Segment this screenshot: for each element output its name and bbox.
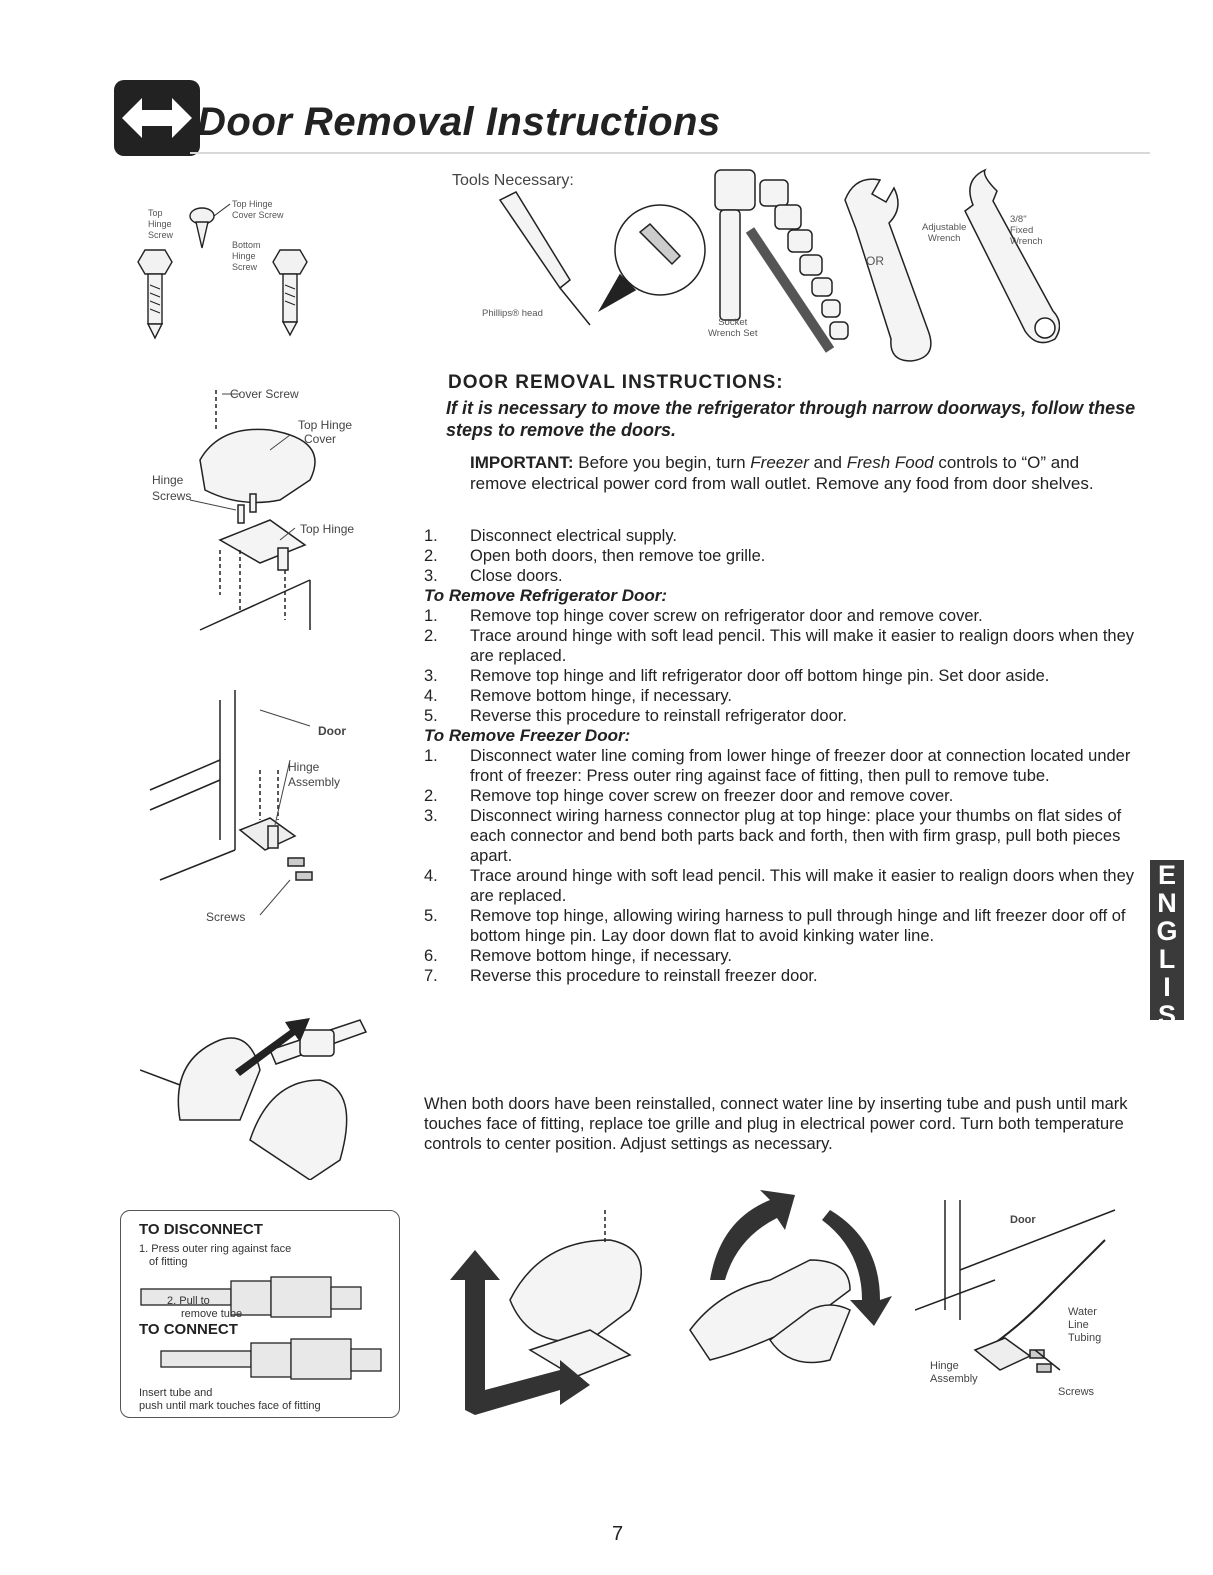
list-item: 2. Remove top hinge cover screw on freezer door and remove cover. [424,787,954,805]
list-item: 6. Remove bottom hinge, if necessary. [424,947,732,965]
hinge-assembly-callout: Hinge Assembly [288,760,341,789]
list-item: 5. Remove top hinge, allowing wiring harness to pull through hinge and lift freezer door off of bottom hinge pin. Lay door down flat to avoid kinking water line. [424,907,1126,945]
top-hinge-screw-label: Top Hinge Screw [148,208,174,240]
remove-freezer-top-hinge-illustration [440,1200,670,1430]
bottom-hinge-screw-label: Bottom Hinge Screw [232,240,261,272]
door-callout: Door [318,724,346,738]
disconnect-heading: TO DISCONNECT [139,1221,263,1238]
disconnect-step-1: 1. Press outer ring against face of fitting [139,1243,292,1268]
closing-paragraph: When both doors have been reinstalled, connect water line by inserting tube and push until mark touches face of fitting, replace toe grille and plug in electrical power cord. Turn both temperature controls to center position. Adjust settings as necessary. [424,1095,1128,1153]
list-item: 2. Trace around hinge with soft lead pencil. This will make it easier to realign doors when they are replaced. [424,627,1135,665]
refrigerator-door-heading: To Remove Refrigerator Door: [424,586,668,605]
top-hinge-illustration [130,380,410,650]
list-item: 3. Close doors. [424,567,563,585]
lead-paragraph: If it is necessary to move the refrigerator through narrow doorways, follow these steps to remove the doors. [446,398,1136,440]
or-label: OR [866,254,884,268]
bottom-hinge-illustration [140,680,400,930]
socket-wrench-label: Socket Wrench Set [708,317,758,339]
language-tab: ENGLISH [1152,860,1182,1056]
hinge-screws-callout: Hinge Screws [152,473,192,503]
list-item: 4. Remove bottom hinge, if necessary. [424,687,732,705]
page-title: Door Removal Instructions [197,100,721,144]
cover-screw-callout: Cover Screw [230,387,299,401]
screws-callout: Screws [206,910,246,924]
list-item: 7. Reverse this procedure to reinstall freezer door. [424,967,818,985]
double-arrow-icon [112,78,202,158]
adjustable-wrench-label: Adjustable Wrench [922,222,967,244]
list-item: 4. Trace around hinge with soft lead pencil. This will make it easier to realign doors when they are replaced. [424,867,1135,905]
hinge-assembly-label: Hinge Assembly [930,1360,978,1385]
list-item: 1. Remove top hinge cover screw on refrigerator door and remove cover. [424,607,983,625]
freezer-door-heading: To Remove Freezer Door: [424,726,631,745]
water-line-disconnect-illustration [140,990,410,1180]
connect-instruction: Insert tube and push until mark touches face of fitting [139,1387,321,1412]
page-number: 7 [612,1523,624,1545]
list-item: 3. Remove top hinge and lift refrigerator door off bottom hinge pin. Set door aside. [424,667,1050,685]
section-heading: DOOR REMOVAL INSTRUCTIONS: [448,372,784,393]
list-item: 3. Disconnect wiring harness connector plug at top hinge: place your thumbs on flat sides of each connector and bend both parts back and forth, then with firm grasp, pull both pieces apart. [424,807,1122,865]
tools-label: Tools Necessary: [452,172,574,189]
door-label: Door [1010,1214,1036,1226]
top-hinge-cover-callout: Top Hinge Cover [298,418,353,446]
top-hinge-callout: Top Hinge [300,522,355,536]
connect-disconnect-box [120,1210,400,1418]
list-item: 2. Open both doors, then remove toe grille. [424,547,766,565]
list-item: 5. Reverse this procedure to reinstall refrigerator door. [424,707,847,725]
fixed-wrench-label: 3/8" Fixed Wrench [1010,214,1043,247]
disconnect-harness-illustration [680,1190,900,1430]
disconnect-step-2: 2. Pull to remove tube [167,1295,243,1320]
list-item: 1. Disconnect electrical supply. [424,527,677,545]
water-line-tubing-label: Water Line Tubing [1068,1306,1102,1344]
title-rule [190,152,1150,154]
important-note: IMPORTANT: Before you begin, turn Freezer and Fresh Food controls to “O” and remove electrical power cord from wall outlet. Remove any food from door shelves. [470,453,1094,493]
screws-label: Screws [1058,1386,1095,1398]
list-item: 1. Disconnect water line coming from lower hinge of freezer door at connection located under front of freezer: Press outer ring against face of fitting, then pull to remove tube. [424,747,1131,785]
phillips-label: Phillips® head [482,308,543,319]
prep-steps [424,526,1144,986]
cover-screw-label: Top Hinge Cover Screw [232,199,284,220]
connect-heading: TO CONNECT [139,1321,238,1338]
